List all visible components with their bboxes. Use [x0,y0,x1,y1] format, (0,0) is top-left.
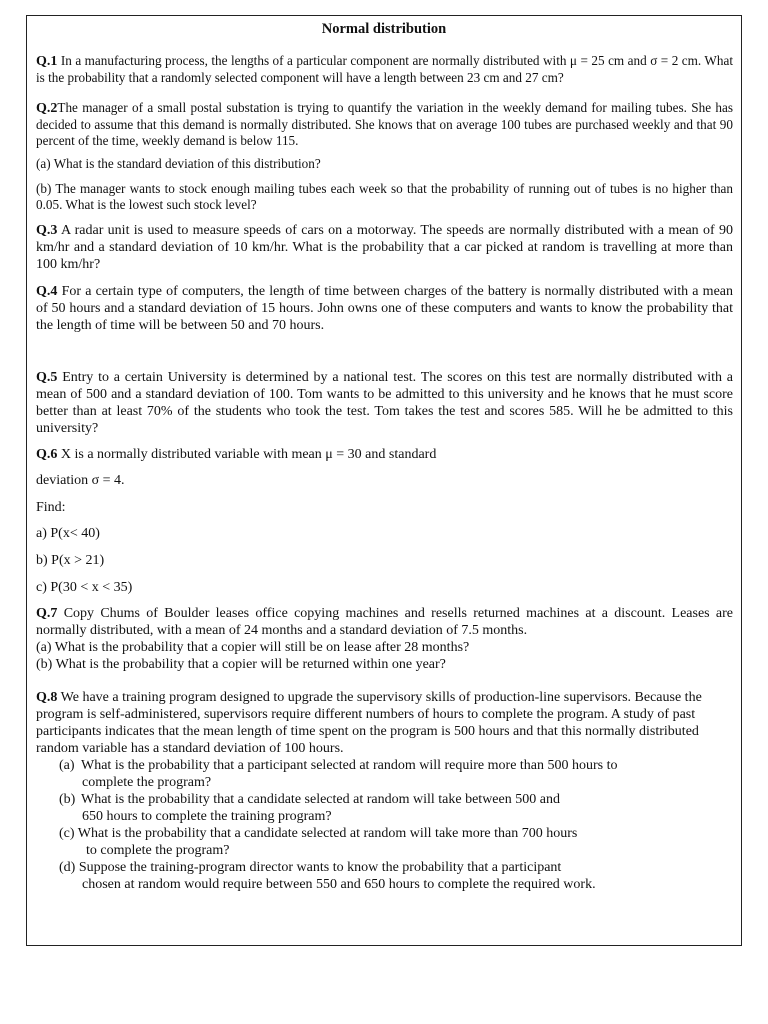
question-4 [36,283,733,334]
q6-line1: X is a normally distributed variable with mean μ = 30 and standard [57,447,437,462]
q8-d-line2: chosen at random would require between 550 and 650 hours to complete the required work. [82,877,596,892]
question-7 [36,605,733,673]
q8-d-line1: (d) Suppose the training-program director wants to know the probability that a participant [59,860,562,875]
question-1 [36,53,733,86]
document-frame [26,15,742,946]
q7-text: Copy Chums of Boulder leases office copying machines and resells returned machines at a discount. Leases are normally distributed, with a mean of 24 months and a standard deviation of 7.5 months. [36,606,733,638]
q6-find: Find: [36,500,66,515]
q7-part-a: (a) What is the probability that a copier will still be on lease after 28 months? [36,640,470,655]
question-3 [36,222,733,273]
q6-part-a: a) P(x< 40) [36,526,100,541]
q8-text: We have a training program designed to upgrade the supervisory skills of production-line supervisors. Because the program is self-administered, supervisors require different numbers of hours to complete the program. A study of past participants indicates that the mean length of time spent on the program is 500 hours and that this normally distributed random variable has a standard deviation of 100 hours. [36,690,702,756]
q5-text: Entry to a certain University is determined by a national test. The scores on this test are normally distributed with a mean of 500 and a standard deviation of 100. Tom wants to be admitted to this university and he knows that he must score better than at least 70% of the students who took the test. Tom takes the test and scores 585. Will he be admitted to this university? [36,370,733,436]
q3-text: A radar unit is used to measure speeds of cars on a motorway. The speeds are normally distributed with a mean of 90 km/hr and a standard deviation of 10 km/hr. What is the probability that a car picked at random is travelling at more than 100 km/hr? [36,223,733,272]
q8-c-line1: (c) What is the probability that a candidate selected at random will take more than 700 hours [59,826,578,841]
q8-b-label: (b) [59,792,76,807]
question-6 [36,446,733,463]
q8-a-label: (a) [59,758,75,773]
q6-label: Q.6 [36,447,58,462]
q7-label: Q.7 [36,606,58,621]
q2-text: The manager of a small postal substation is trying to quantify the variation in the weekly demand for mailing tubes. She has decided to assume that this demand is normally distributed. She knows that on average 100 tubes are purchased weekly and that 90 percent of the time, weekly demand is below 115. [36,100,733,148]
q1-text: In a manufacturing process, the lengths of a particular component are normally distributed with μ = 25 cm and σ = 2 cm. What is the probability that a randomly selected component will have a length between 23 cm and 27 cm? [36,53,733,85]
question-5 [36,369,733,437]
q8-label: Q.8 [36,690,58,705]
q6-line2: deviation σ = 4. [36,473,125,488]
q7-part-b: (b) What is the probability that a copier will be returned within one year? [36,657,446,672]
q5-label: Q.5 [36,370,58,385]
q2-label: Q.2 [36,101,58,116]
question-8 [36,689,733,893]
q4-text: For a certain type of computers, the length of time between charges of the battery is normally distributed with a mean of 50 hours and a standard deviation of 15 hours. John owns one of these computers and wants to know the probability that the length of time will be between 50 and 70 hours. [36,284,733,333]
q6-part-b: b) P(x > 21) [36,553,105,568]
question-2 [36,100,733,149]
q8-a-line1: What is the probability that a participant selected at random will require more than 500 hours to [81,758,618,773]
q8-b-line2: 650 hours to complete the training program? [82,809,332,824]
q6-part-c: c) P(30 < x < 35) [36,580,133,595]
q8-part-a [59,757,733,774]
q2-part-b: (b) The manager wants to stock enough mailing tubes each week so that the probability of running out of tubes is no higher than 0.05. What is the lowest such stock level? [36,181,733,212]
q8-part-b [59,791,733,808]
page-title: Normal distribution [321,21,447,37]
q8-b-line1: What is the probability that a candidate selected at random will take between 500 and [81,792,560,807]
q8-a-line2: complete the program? [82,775,212,790]
q4-label: Q.4 [36,284,58,299]
q3-label: Q.3 [36,223,58,238]
q8-c-line2: to complete the program? [86,843,230,858]
q1-label: Q.1 [36,54,58,69]
q2-part-a: (a) What is the standard deviation of this distribution? [36,156,321,171]
